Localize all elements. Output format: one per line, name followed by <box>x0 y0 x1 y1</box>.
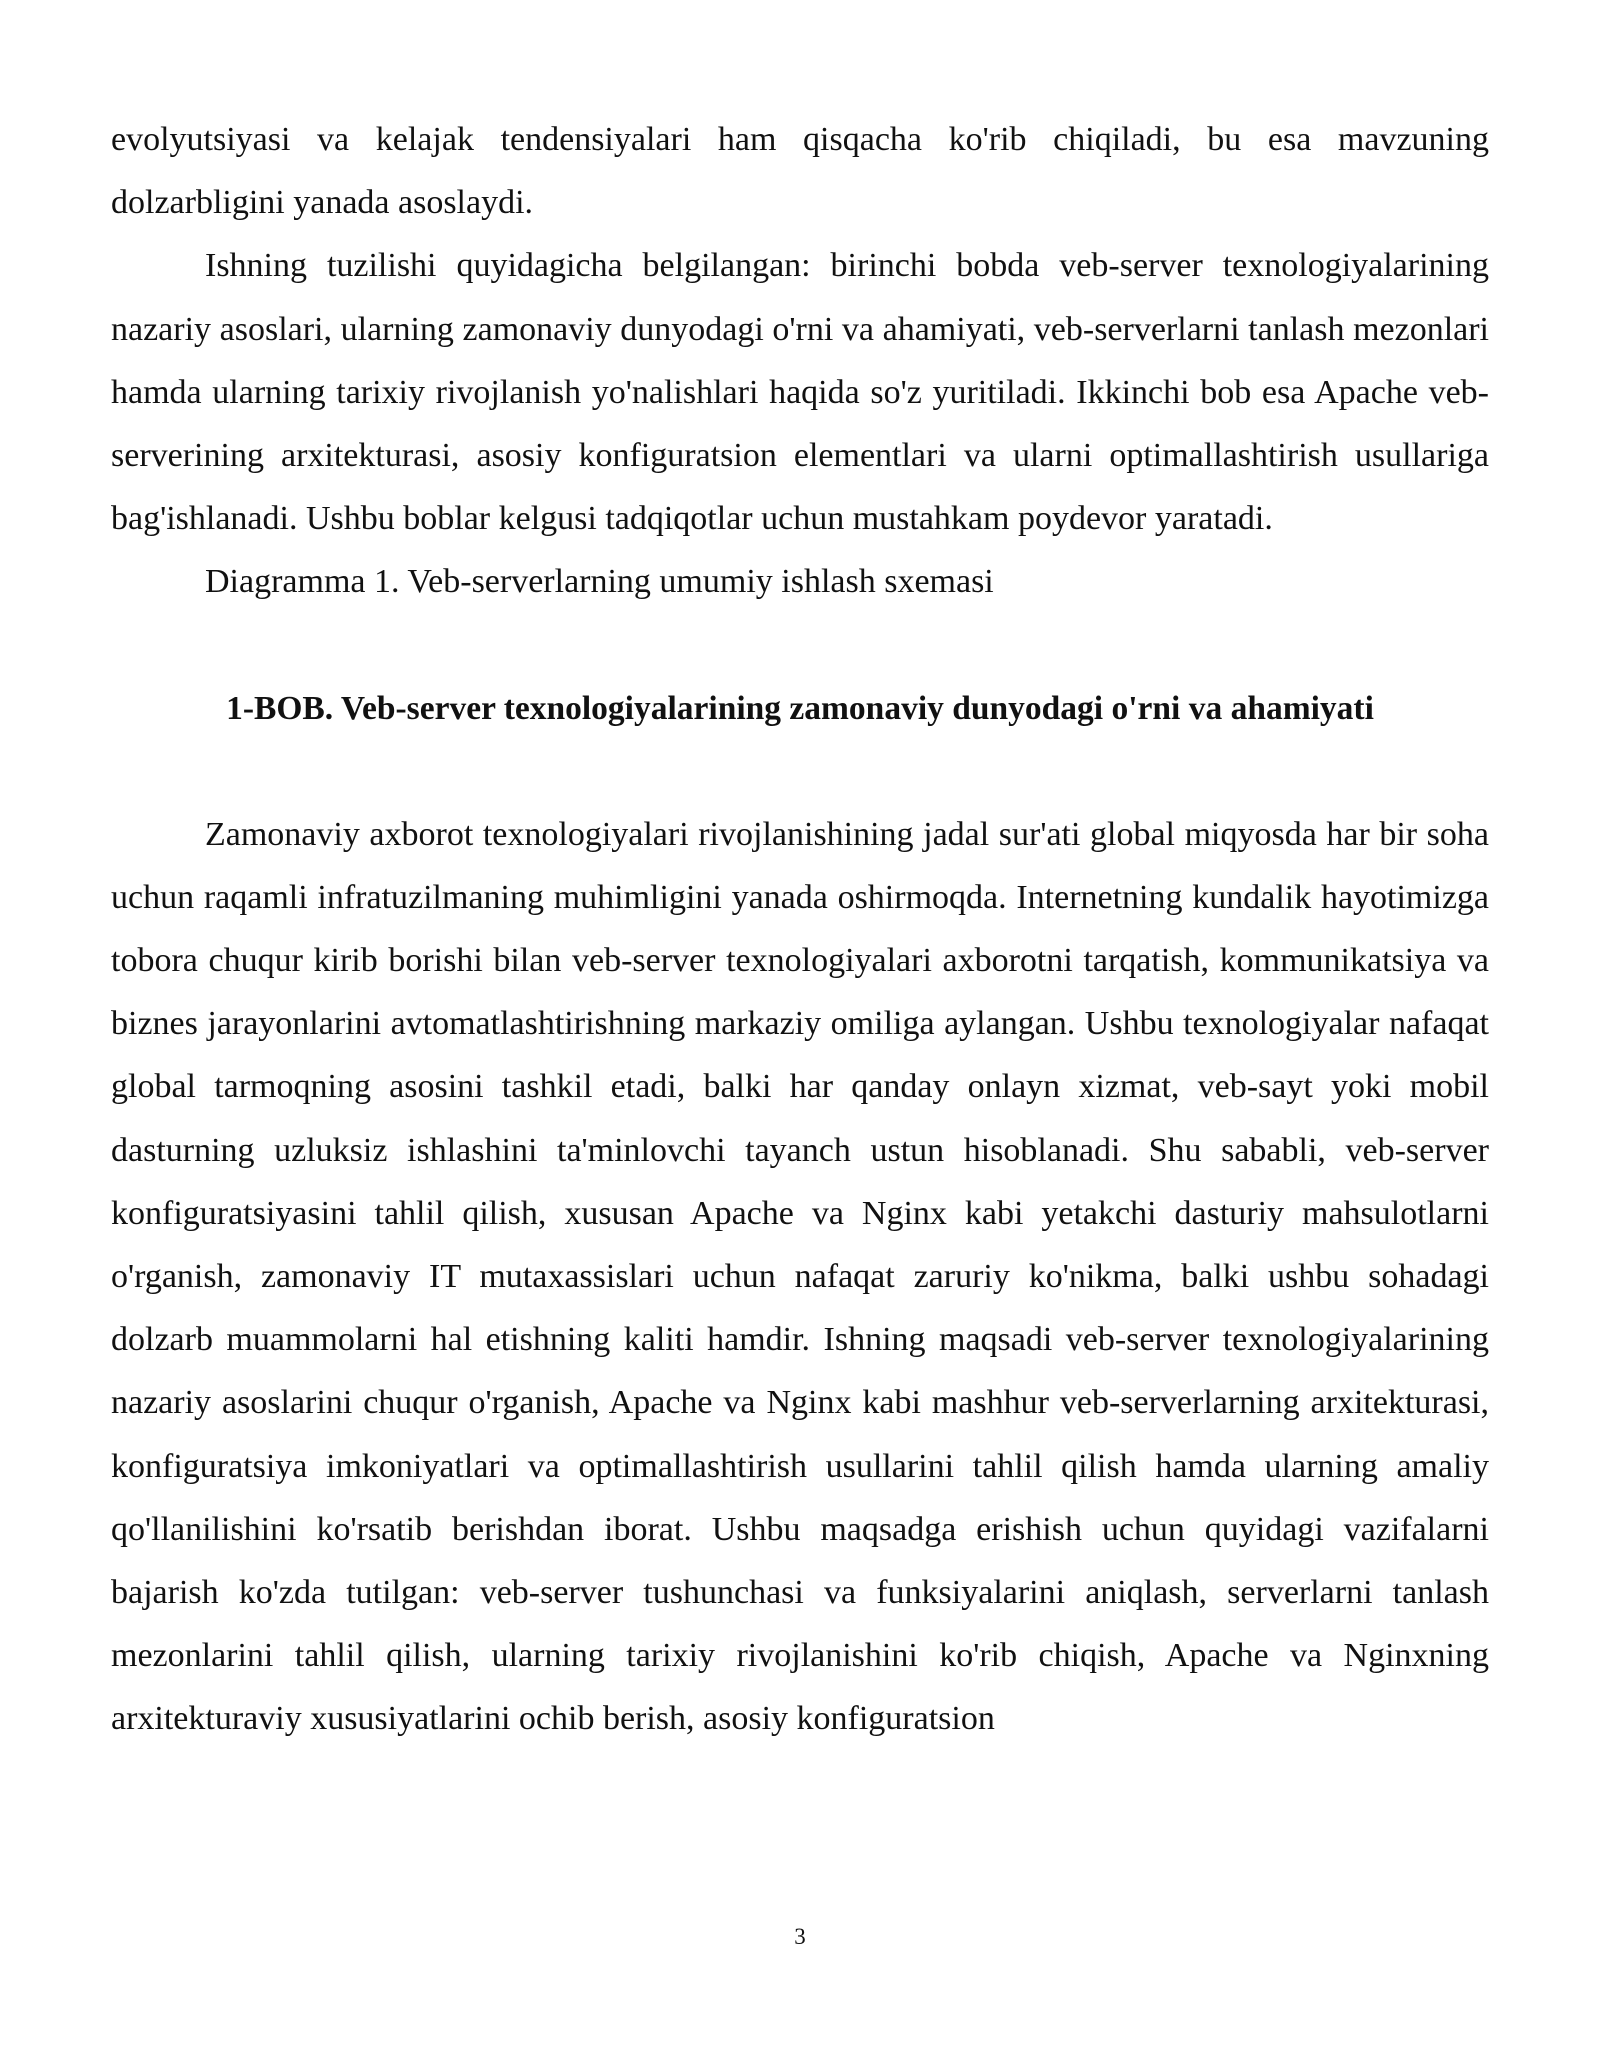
paragraph-chapter-body: Zamonaviy axborot texnologiyalari rivojlanishining jadal sur'ati global miqyosda har bir soha uchun raqamli infratuzilmaning muhimligini yanada oshirmoqda. Internetning kundalik hayotimizga tobora chuqur kirib borishi bilan veb-server texnologiyalari axborotni tarqatish, kommunikatsiya va biznes jarayonlarini avtomatlashtirishning markaziy omiliga aylangan. Ushbu texnologiyalar nafaqat global tarmoqning asosini tashkil etadi, balki har qanday onlayn xizmat, veb-sayt yoki mobil dasturning uzluksiz ishlashini ta'minlovchi tayanch ustun hisoblanadi. Shu sababli, veb-server konfiguratsiyasini tahlil qilish, xususan Apache va Nginx kabi yetakchi dasturiy mahsulotlarni o'rganish, zamonaviy IT mutaxassislari uchun nafaqat zaruriy ko'nikma, balki ushbu sohadagi dolzarb muammolarni hal etishning kaliti hamdir. Ishning maqsadi veb-server texnologiyalarining nazariy asoslarini chuqur o'rganish, Apache va Nginx kabi mashhur veb-serverlarning arxitekturasi, konfiguratsiya imkoniyatlari va optimallashtirish usullarini tahlil qilish hamda ularning amaliy qo'llanilishini ko'rsatib berishdan iborat. Ushbu maqsadga erishish uchun quyidagi vazifalarni bajarish ko'zda tutilgan: veb-server tushunchasi va funksiyalarini aniqlash, serverlarni tanlash mezonlarini tahlil qilish, ularning tarixiy rivojlanishini ko'rib chiqish, Apache va Nginxning arxitekturaviy xususiyatlarini ochib berish, asosiy konfiguratsion <box>111 815 1489 1738</box>
paragraph-intro-continuation: evolyutsiyasi va kelajak tendensiyalari ham qisqacha ko'rib chiqiladi, bu esa mavzuning dolzarbligini yanada asoslaydi. <box>111 121 1489 222</box>
diagram-caption: Diagramma 1. Veb-serverlarning umumiy ishlash sxemasi <box>205 563 994 601</box>
page-number: 3 <box>794 1924 806 1949</box>
paragraph-structure: Ishning tuzilishi quyidagicha belgilangan: birinchi bobda veb-server texnologiyalarining nazariy asoslari, ularning zamonaviy dunyodagi o'rni va ahamiyati, veb-serverlarni tanlash mezonlari hamda ularning tarixiy rivojlanish yo'nalishlari haqida so'z yuritiladi. Ikkinchi bob esa Apache veb-serverining arxitekturasi, asosiy konfiguratsion elementlari va ularni optimallashtirish usullariga bag'ishlanadi. Ushbu boblar kelgusi tadqiqotlar uchun mustahkam poydevor yaratadi. <box>111 247 1489 538</box>
page-content <box>111 108 1489 1751</box>
chapter-heading: 1-BOB. Veb-server texnologiyalarining zamonaviy dunyodagi o'rni va ahamiyati <box>226 689 1374 727</box>
